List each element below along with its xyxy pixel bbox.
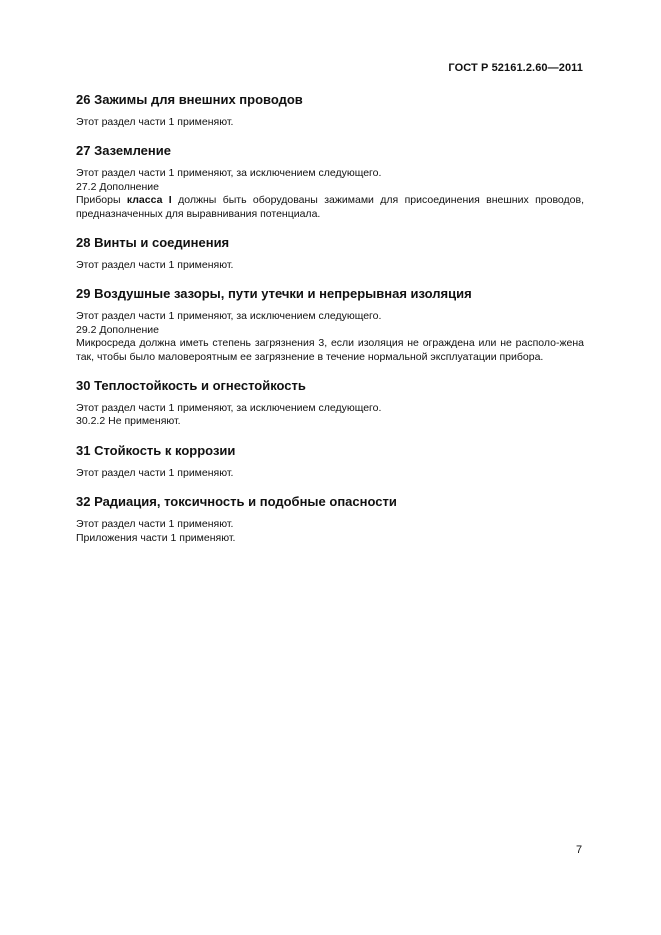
section-26 — [76, 92, 584, 129]
paragraph-text: Приборы — [76, 194, 127, 207]
body-line: Этот раздел части 1 применяют, за исключением следующего. — [76, 167, 382, 180]
page-number: 7 — [576, 844, 583, 856]
section-body — [76, 259, 584, 272]
body-line: 30.2.2 Не применяют. — [76, 415, 181, 428]
section-body — [76, 310, 584, 364]
body-line: Этот раздел части 1 применяют, за исключением следующего. — [76, 310, 382, 323]
body-line: Этот раздел части 1 применяют. — [76, 259, 234, 272]
document-body — [76, 92, 584, 545]
body-line: 27.2 Дополнение — [76, 180, 159, 193]
section-body — [76, 467, 584, 480]
body-line: Этот раздел части 1 применяют. — [76, 466, 234, 479]
body-line: Приложения части 1 применяют. — [76, 531, 236, 544]
section-title: 27 Заземление — [76, 143, 171, 159]
section-29 — [76, 286, 584, 364]
section-body — [76, 518, 584, 545]
section-31 — [76, 443, 584, 480]
section-title: 30 Теплостойкость и огнестойкость — [76, 378, 306, 394]
section-title: 31 Стойкость к коррозии — [76, 442, 236, 458]
section-32 — [76, 494, 584, 545]
section-30 — [76, 378, 584, 429]
body-line: 29.2 Дополнение — [76, 323, 159, 336]
section-title: 32 Радиация, токсичность и подобные опасности — [76, 494, 397, 510]
section-body — [76, 167, 584, 221]
body-paragraph — [76, 194, 584, 221]
body-paragraph: Микросреда должна иметь степень загрязнения 3, если изоляция не ограждена или не располо-жена так, чтобы было маловероятным ее загрязнение в течение нормальной эксплуатации прибора. — [76, 337, 584, 363]
body-line: Этот раздел части 1 применяют. — [76, 518, 234, 531]
paragraph-text: должны быть оборудованы зажимами для присоединения внешних проводов, предназначенных для выравнивания потенциала. — [76, 194, 584, 220]
paragraph-bold-term: класса I — [126, 194, 172, 207]
section-27 — [76, 143, 584, 221]
section-title: 26 Зажимы для внешних проводов — [76, 92, 303, 107]
body-line: Этот раздел части 1 применяют, за исключением следующего. — [76, 402, 382, 415]
body-line: Этот раздел части 1 применяют. — [76, 116, 234, 128]
section-title: 29 Воздушные зазоры, пути утечки и непрерывная изоляция — [76, 286, 472, 302]
section-body — [76, 116, 584, 129]
section-body — [76, 402, 584, 429]
standard-number: ГОСТ Р 52161.2.60—2011 — [448, 62, 583, 74]
section-title: 28 Винты и соединения — [76, 235, 230, 251]
section-28 — [76, 235, 584, 272]
